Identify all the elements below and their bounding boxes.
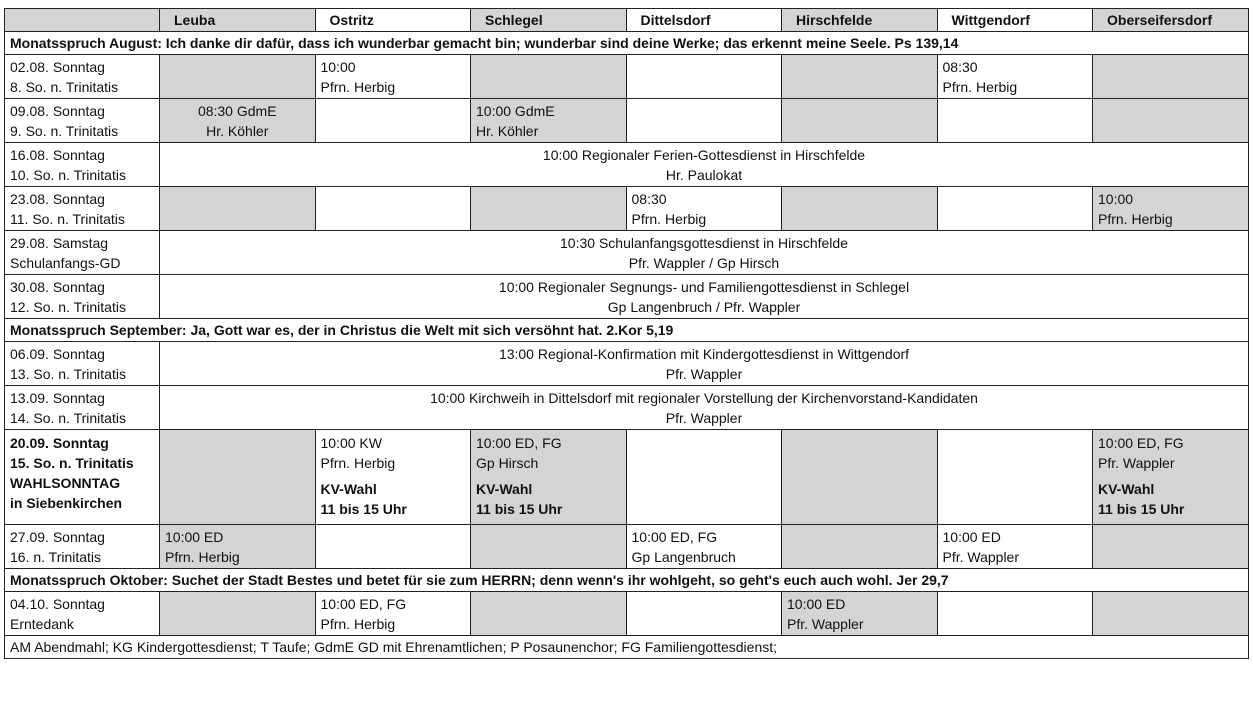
- regional-service-cell: [160, 231, 1249, 275]
- regional-service-cell: [160, 275, 1249, 319]
- service-leader: Pfrn. Herbig: [320, 455, 396, 471]
- date: 23.08. Sonntag: [10, 191, 105, 207]
- service-leader: Pfrn. Herbig: [942, 79, 1018, 95]
- service-leader: Pfr. Wappler: [1098, 455, 1175, 471]
- cell-ostritz: [315, 592, 471, 636]
- liturgical-day: 11. So. n. Trinitatis: [10, 211, 125, 227]
- date-cell: [5, 275, 160, 319]
- service-leader: Gp Hirsch: [476, 455, 539, 471]
- cell-wittgendorf: [937, 430, 1093, 525]
- kv-wahl-label: KV-Wahl: [320, 481, 377, 497]
- service-leader: Pfrn. Herbig: [320, 616, 396, 632]
- cell-ostritz: [315, 99, 471, 143]
- monatsspruch-august: Monatsspruch August: Ich danke dir dafür, dass ich wunderbar gemacht bin; wunderbar sind deine Werke; das erkennt meine Seele. Ps 139,14: [5, 32, 1249, 55]
- service-time: 10:00 ED, FG: [631, 529, 718, 545]
- schedule-container: [4, 8, 1249, 659]
- kv-wahl-time: 11 bis 15 Uhr: [1098, 501, 1185, 517]
- legend-row: [5, 636, 1249, 659]
- cell-dittelsdorf: [626, 99, 782, 143]
- date: 06.09. Sonntag: [10, 346, 105, 362]
- table-row: [5, 386, 1249, 430]
- cell-wittgendorf: [937, 525, 1093, 569]
- service-time: 10:00 GdmE: [476, 103, 555, 119]
- table-row: [5, 143, 1249, 187]
- date: 16.08. Sonntag: [10, 147, 105, 163]
- service-time: 08:30: [942, 59, 978, 75]
- cell-hirschfelde: [782, 55, 938, 99]
- liturgical-day: Erntedank: [10, 616, 74, 632]
- cell-schlegel: [471, 430, 627, 525]
- siebenkirchen-label: in Siebenkirchen: [10, 495, 123, 511]
- service-leader: Gp Langenbruch / Pfr. Wappler: [607, 299, 801, 315]
- cell-schlegel: [471, 592, 627, 636]
- service-time: 08:30: [631, 191, 667, 207]
- cell-dittelsdorf: [626, 55, 782, 99]
- table-row: [5, 231, 1249, 275]
- abbreviation-legend: AM Abendmahl; KG Kindergottesdienst; T Taufe; GdmE GD mit Ehrenamtlichen; P Posaunenchor; FG Familiengottesdienst;: [5, 636, 1249, 659]
- date: 27.09. Sonntag: [10, 529, 105, 545]
- cell-hirschfelde: [782, 187, 938, 231]
- date-cell: [5, 592, 160, 636]
- service-time: 10:00: [320, 59, 356, 75]
- regional-service: 10:00 Kirchweih in Dittelsdorf mit regionaler Vorstellung der Kirchenvorstand-Kandidaten: [430, 390, 978, 406]
- service-time: 10:00 ED, FG: [320, 596, 407, 612]
- cell-wittgendorf: [937, 592, 1093, 636]
- date: 20.09. Sonntag: [10, 435, 109, 451]
- table-row: [5, 55, 1249, 99]
- cell-oberseifersdorf: [1093, 187, 1249, 231]
- cell-leuba: [160, 187, 316, 231]
- cell-oberseifersdorf: [1093, 525, 1249, 569]
- cell-ostritz: [315, 55, 471, 99]
- cell-hirschfelde: [782, 99, 938, 143]
- date: 02.08. Sonntag: [10, 59, 105, 75]
- cell-leuba: [160, 525, 316, 569]
- kv-wahl-label: KV-Wahl: [1098, 481, 1155, 497]
- cell-dittelsdorf: [626, 525, 782, 569]
- cell-oberseifersdorf: [1093, 592, 1249, 636]
- cell-hirschfelde: [782, 430, 938, 525]
- cell-wittgendorf: [937, 55, 1093, 99]
- cell-oberseifersdorf: [1093, 430, 1249, 525]
- cell-dittelsdorf: [626, 187, 782, 231]
- wahlsonntag-label: WAHLSONNTAG: [10, 475, 121, 491]
- header-leuba: Leuba: [160, 9, 316, 32]
- kv-wahl-label: KV-Wahl: [476, 481, 533, 497]
- service-leader: Pfr. Wappler: [665, 366, 743, 382]
- date-cell: [5, 525, 160, 569]
- cell-hirschfelde: [782, 525, 938, 569]
- cell-wittgendorf: [937, 187, 1093, 231]
- header-schlegel: Schlegel: [471, 9, 627, 32]
- service-time: 10:00 ED: [165, 529, 224, 545]
- table-row: [5, 99, 1249, 143]
- cell-leuba: [160, 430, 316, 525]
- table-row: [5, 592, 1249, 636]
- liturgical-day: 10. So. n. Trinitatis: [10, 167, 126, 183]
- service-time: 10:00 ED, FG: [476, 435, 562, 451]
- date-cell: [5, 55, 160, 99]
- table-row: [5, 525, 1249, 569]
- cell-hirschfelde: [782, 592, 938, 636]
- service-leader: Pfrn. Herbig: [631, 211, 707, 227]
- date-cell: [5, 143, 160, 187]
- service-time: 10:00 ED, FG: [1098, 435, 1184, 451]
- date-cell: [5, 99, 160, 143]
- cell-ostritz: [315, 525, 471, 569]
- service-leader: Pfr. Wappler / Gp Hirsch: [628, 255, 780, 271]
- header-ostritz: Ostritz: [315, 9, 471, 32]
- liturgical-day: Schulanfangs-GD: [10, 255, 121, 271]
- regional-service-cell: [160, 143, 1249, 187]
- cell-wittgendorf: [937, 99, 1093, 143]
- regional-service-cell: [160, 386, 1249, 430]
- liturgical-day: 14. So. n. Trinitatis: [10, 410, 126, 426]
- cell-oberseifersdorf: [1093, 99, 1249, 143]
- service-schedule-table: [4, 8, 1249, 659]
- date-cell: [5, 187, 160, 231]
- monatsspruch-row: [5, 319, 1249, 342]
- date: 29.08. Samstag: [10, 235, 109, 251]
- service-leader: Pfrn. Herbig: [320, 79, 396, 95]
- service-time: 08:30 GdmE: [197, 103, 277, 119]
- header-wittgendorf: Wittgendorf: [937, 9, 1093, 32]
- date: 04.10. Sonntag: [10, 596, 105, 612]
- liturgical-day: 16. n. Trinitatis: [10, 549, 102, 565]
- date-cell: [5, 231, 160, 275]
- service-leader: Pfr. Wappler: [942, 549, 1020, 565]
- service-time: 10:00: [1098, 191, 1134, 207]
- service-time: 10:00 ED: [942, 529, 1001, 545]
- table-row: [5, 342, 1249, 386]
- cell-schlegel: [471, 187, 627, 231]
- date-cell: [5, 430, 160, 525]
- table-row: [5, 187, 1249, 231]
- service-leader: Hr. Köhler: [206, 123, 269, 139]
- service-leader: Pfr. Wappler: [787, 616, 864, 632]
- monatsspruch-row: [5, 32, 1249, 55]
- header-corner: [5, 9, 160, 32]
- cell-dittelsdorf: [626, 592, 782, 636]
- cell-ostritz: [315, 430, 471, 525]
- cell-schlegel: [471, 55, 627, 99]
- table-row: [5, 430, 1249, 525]
- table-row: [5, 275, 1249, 319]
- header-row: [5, 9, 1249, 32]
- cell-dittelsdorf: [626, 430, 782, 525]
- service-leader: Pfrn. Herbig: [1098, 211, 1173, 227]
- kv-wahl-time: 11 bis 15 Uhr: [320, 501, 407, 517]
- cell-ostritz: [315, 187, 471, 231]
- monatsspruch-oktober: Monatsspruch Oktober: Suchet der Stadt Bestes und betet für sie zum HERRN; denn wenn's ihr wohlgeht, so geht's euch auch wohl. Jer 29,7: [5, 569, 1249, 592]
- regional-service: 10:00 Regionaler Segnungs- und Familiengottesdienst in Schlegel: [498, 279, 910, 295]
- liturgical-day: 9. So. n. Trinitatis: [10, 123, 119, 139]
- date-cell: [5, 386, 160, 430]
- kv-wahl-time: 11 bis 15 Uhr: [476, 501, 563, 517]
- service-leader: Pfrn. Herbig: [165, 549, 240, 565]
- cell-leuba: [160, 55, 316, 99]
- header-oberseifersdorf: Oberseifersdorf: [1093, 9, 1249, 32]
- date: 09.08. Sonntag: [10, 103, 105, 119]
- cell-leuba: [160, 592, 316, 636]
- service-leader: Pfr. Wappler: [665, 410, 743, 426]
- liturgical-day: 8. So. n. Trinitatis: [10, 79, 119, 95]
- cell-schlegel: [471, 99, 627, 143]
- liturgical-day: 12. So. n. Trinitatis: [10, 299, 126, 315]
- liturgical-day: 13. So. n. Trinitatis: [10, 366, 126, 382]
- service-leader: Gp Langenbruch: [631, 549, 736, 565]
- monatsspruch-row: [5, 569, 1249, 592]
- regional-service: 10:00 Regionaler Ferien-Gottesdienst in Hirschfelde: [542, 147, 866, 163]
- date: 13.09. Sonntag: [10, 390, 105, 406]
- service-leader: Hr. Paulokat: [665, 167, 743, 183]
- date: 30.08. Sonntag: [10, 279, 105, 295]
- cell-leuba: [160, 99, 316, 143]
- regional-service: 10:30 Schulanfangsgottesdienst in Hirschfelde: [560, 235, 848, 251]
- cell-schlegel: [471, 525, 627, 569]
- cell-oberseifersdorf: [1093, 55, 1249, 99]
- date-cell: [5, 342, 160, 386]
- header-dittelsdorf: Dittelsdorf: [626, 9, 782, 32]
- service-time: 10:00 ED: [787, 596, 846, 612]
- service-time: 10:00 KW: [320, 435, 382, 451]
- monatsspruch-september: Monatsspruch September: Ja, Gott war es, der in Christus die Welt mit sich versöhnt hat. 2.Kor 5,19: [5, 319, 1249, 342]
- regional-service-cell: [160, 342, 1249, 386]
- header-hirschfelde: Hirschfelde: [782, 9, 938, 32]
- liturgical-day: 15. So. n. Trinitatis: [10, 455, 134, 471]
- service-leader: Hr. Köhler: [476, 123, 539, 139]
- regional-service: 13:00 Regional-Konfirmation mit Kindergottesdienst in Wittgendorf: [498, 346, 910, 362]
